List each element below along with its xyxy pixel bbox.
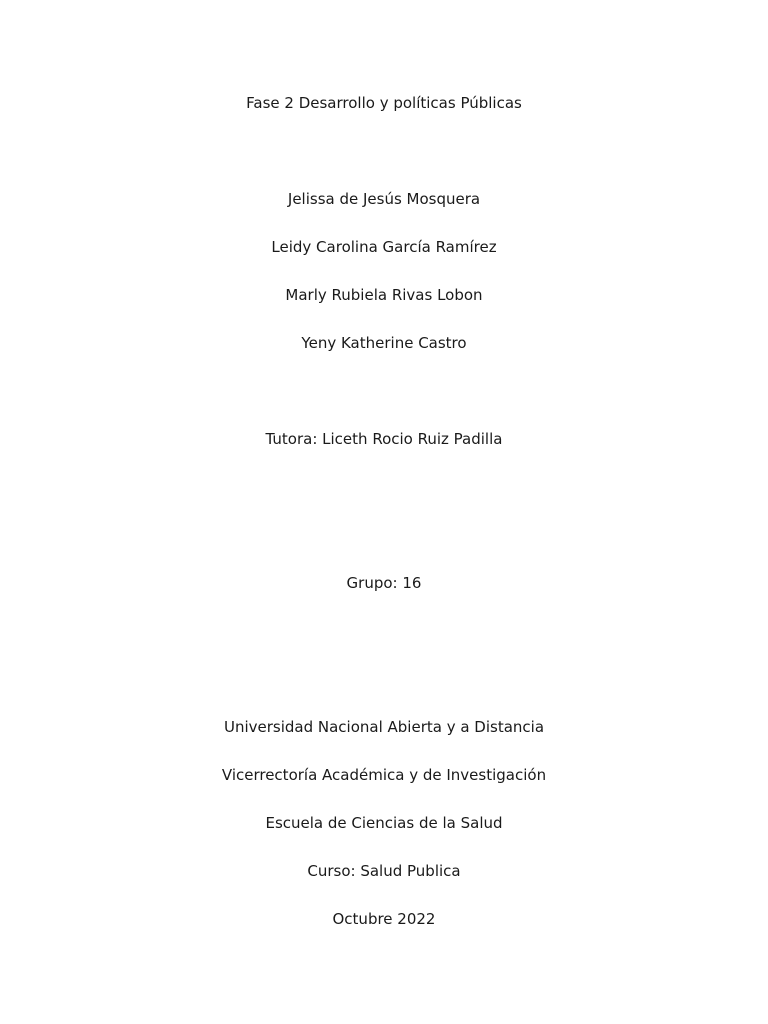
- university-name: Universidad Nacional Abierta y a Distancia: [223, 718, 545, 736]
- group-line: Grupo: 16: [346, 574, 422, 592]
- author-name: Yeny Katherine Castro: [301, 334, 467, 352]
- date-line: Octubre 2022: [332, 910, 436, 928]
- course-line: Curso: Salud Publica: [307, 862, 461, 880]
- author-name: Leidy Carolina García Ramírez: [271, 238, 497, 256]
- author-name: Jelissa de Jesús Mosquera: [287, 190, 481, 208]
- vice-rectorate-name: Vicerrectoría Académica y de Investigación: [221, 766, 547, 784]
- school-name: Escuela de Ciencias de la Salud: [265, 814, 503, 832]
- tutor-line: Tutora: Liceth Rocio Ruiz Padilla: [265, 430, 503, 448]
- author-name: Marly Rubiela Rivas Lobon: [285, 286, 483, 304]
- document-title: Fase 2 Desarrollo y políticas Públicas: [246, 94, 522, 112]
